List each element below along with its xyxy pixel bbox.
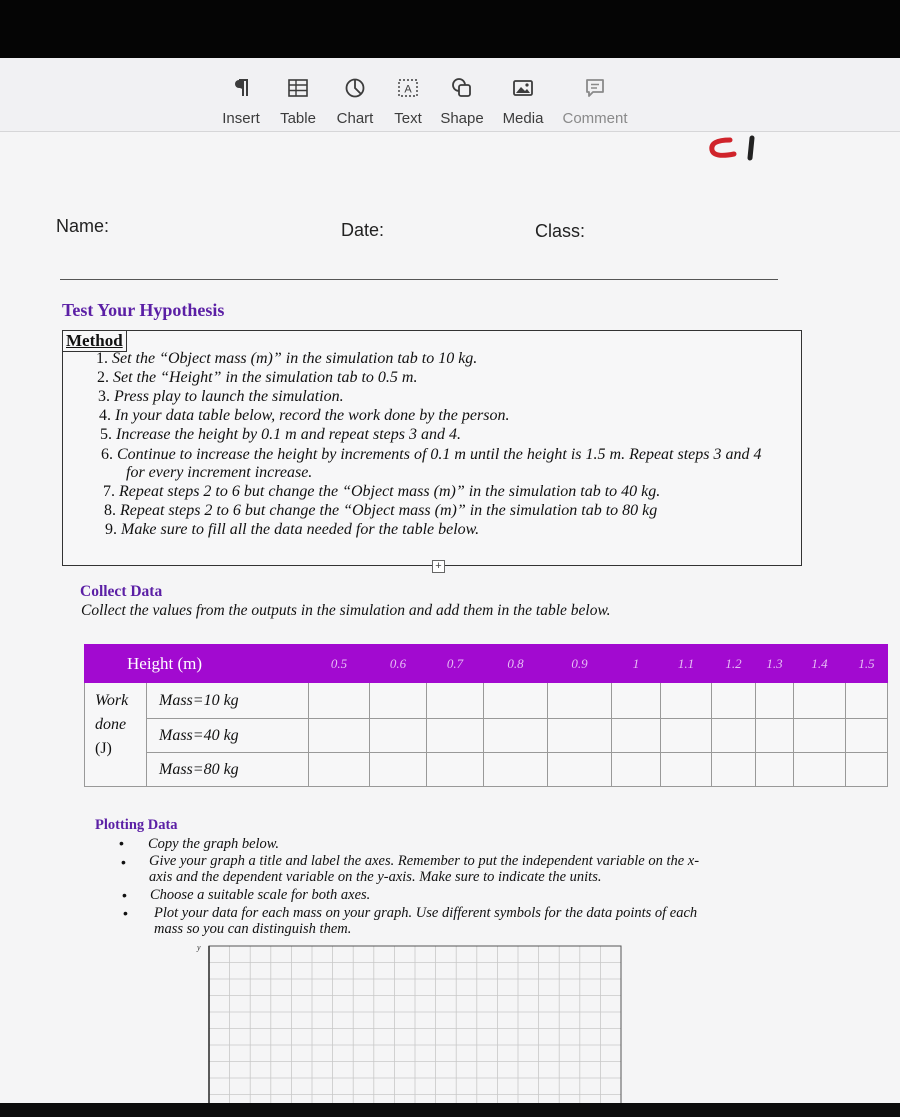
paragraph-icon [229, 76, 253, 100]
toolbar-shape-label: Shape [440, 110, 484, 127]
plotting-title: Plotting Data [95, 817, 178, 833]
mass-40-label: Mass=40 kg [147, 719, 309, 753]
list-item: Copy the graph below. [148, 836, 280, 852]
svg-text:A: A [404, 83, 412, 96]
table-row [85, 683, 888, 719]
height-header: Height (m) [85, 645, 309, 683]
table-cell[interactable] [309, 719, 370, 753]
comment-icon [583, 76, 607, 100]
table-cell[interactable] [612, 719, 661, 753]
toolbar-table-label: Table [280, 110, 316, 127]
list-item: Plot your data for each mass on your graph. Use different symbols for the data points of each [154, 905, 698, 921]
header-divider [60, 279, 778, 280]
method-step: 6. Continue to increase the height by increments of 0.1 m until the height is 1.5 m. Repeat steps 3 and 4 [101, 446, 762, 463]
toolbar-chart[interactable] [334, 76, 376, 127]
table-cell[interactable] [484, 683, 548, 719]
table-cell[interactable] [661, 719, 712, 753]
height-value: 1.2 [712, 645, 756, 683]
table-cell[interactable] [712, 683, 756, 719]
logo-fragment [700, 132, 770, 166]
table-cell[interactable] [756, 683, 794, 719]
table-cell[interactable] [309, 753, 370, 787]
toolbar-table[interactable] [278, 76, 318, 127]
method-label: Method [63, 331, 127, 352]
toolbar-shape[interactable] [439, 76, 485, 127]
monitor-bezel-bottom [0, 1103, 900, 1117]
toolbar [0, 58, 900, 132]
toolbar-text[interactable] [391, 76, 425, 127]
date-label: Date: [341, 220, 385, 240]
table-icon [286, 76, 310, 100]
list-item: Give your graph a title and label the axes. Remember to put the independent variable on the x- [149, 853, 700, 869]
table-cell[interactable] [548, 753, 612, 787]
collect-title: Collect Data [80, 583, 163, 600]
toolbar-media-label: Media [502, 110, 544, 127]
table-cell[interactable] [612, 753, 661, 787]
table-cell[interactable] [756, 753, 794, 787]
table-cell[interactable] [712, 719, 756, 753]
method-step: 1. Set the “Object mass (m)” in the simulation tab to 10 kg. [96, 350, 478, 367]
work-done-label: Work done (J) [85, 683, 147, 787]
method-step: 7. Repeat steps 2 to 6 but change the “Object mass (m)” in the simulation tab to 40 kg. [103, 483, 661, 500]
method-step: 8. Repeat steps 2 to 6 but change the “Object mass (m)” in the simulation tab to 80 kg [104, 502, 658, 519]
bullet-icon: • [123, 905, 128, 921]
height-value: 1.5 [846, 645, 888, 683]
table-cell[interactable] [756, 719, 794, 753]
method-step: 2. Set the “Height” in the simulation tab to 0.5 m. [97, 369, 418, 386]
method-step: 9. Make sure to fill all the data needed for the table below. [105, 521, 480, 538]
table-cell[interactable] [427, 719, 484, 753]
toolbar-media[interactable] [500, 76, 546, 127]
method-step: for every increment increase. [126, 464, 313, 481]
table-cell[interactable] [548, 683, 612, 719]
table-cell[interactable] [661, 753, 712, 787]
table-cell[interactable] [712, 753, 756, 787]
height-value: 1.1 [661, 645, 712, 683]
table-cell[interactable] [370, 753, 427, 787]
height-value: 0.7 [427, 645, 484, 683]
method-step: 3. Press play to launch the simulation. [98, 388, 344, 405]
table-cell[interactable] [548, 719, 612, 753]
collect-instruction: Collect the values from the outputs in the simulation and add them in the table below. [81, 602, 611, 619]
bullet-icon: • [121, 854, 126, 870]
graph-grid[interactable] [195, 942, 635, 1117]
table-cell[interactable] [484, 719, 548, 753]
table-cell[interactable] [370, 719, 427, 753]
table-cell[interactable] [427, 683, 484, 719]
table-cell[interactable] [846, 753, 888, 787]
class-label: Class: [535, 221, 586, 241]
toolbar-comment[interactable] [562, 76, 628, 127]
table-cell[interactable] [794, 753, 846, 787]
toolbar-text-label: Text [394, 110, 422, 127]
table-row [85, 719, 888, 753]
table-cell[interactable] [661, 683, 712, 719]
table-cell[interactable] [846, 719, 888, 753]
table-cell[interactable] [484, 753, 548, 787]
mass-80-label: Mass=80 kg [147, 753, 309, 787]
text-box-icon [396, 76, 420, 100]
table-cell[interactable] [427, 753, 484, 787]
height-value: 0.8 [484, 645, 548, 683]
list-item: axis and the dependent variable on the y-axis. Make sure to indicate the units. [149, 869, 602, 885]
toolbar-chart-label: Chart [336, 110, 374, 127]
add-row-handle-icon[interactable]: + [432, 560, 445, 573]
chart-icon [343, 76, 367, 100]
monitor-bezel-top [0, 0, 900, 62]
table-cell[interactable] [370, 683, 427, 719]
toolbar-insert[interactable] [220, 76, 262, 127]
height-value: 0.9 [548, 645, 612, 683]
table-cell[interactable] [794, 683, 846, 719]
bullet-icon: • [122, 887, 127, 903]
toolbar-insert-label: Insert [222, 110, 260, 127]
height-value: 1 [612, 645, 661, 683]
height-value: 0.6 [370, 645, 427, 683]
hypothesis-title: Test Your Hypothesis [62, 300, 225, 320]
method-step: 5. Increase the height by 0.1 m and repeat steps 3 and 4. [100, 426, 461, 443]
table-cell[interactable] [846, 683, 888, 719]
list-item: mass so you can distinguish them. [154, 921, 352, 937]
media-icon [511, 76, 535, 100]
mass-10-label: Mass=10 kg [147, 683, 309, 719]
toolbar-comment-label: Comment [562, 110, 628, 127]
table-cell[interactable] [612, 683, 661, 719]
data-table[interactable] [84, 644, 888, 787]
table-row [85, 753, 888, 787]
app-window [0, 58, 900, 1103]
method-step: 4. In your data table below, record the work done by the person. [99, 407, 510, 424]
table-cell[interactable] [309, 683, 370, 719]
height-value: 0.5 [309, 645, 370, 683]
shape-icon [450, 76, 474, 100]
table-cell[interactable] [794, 719, 846, 753]
bullet-icon: • [119, 835, 124, 851]
document-page[interactable] [0, 132, 900, 1103]
y-axis-label: y [197, 943, 201, 952]
list-item: Choose a suitable scale for both axes. [150, 887, 371, 903]
name-label: Name: [56, 216, 110, 236]
height-value: 1.4 [794, 645, 846, 683]
height-value: 1.3 [756, 645, 794, 683]
table-header-row [85, 645, 888, 683]
